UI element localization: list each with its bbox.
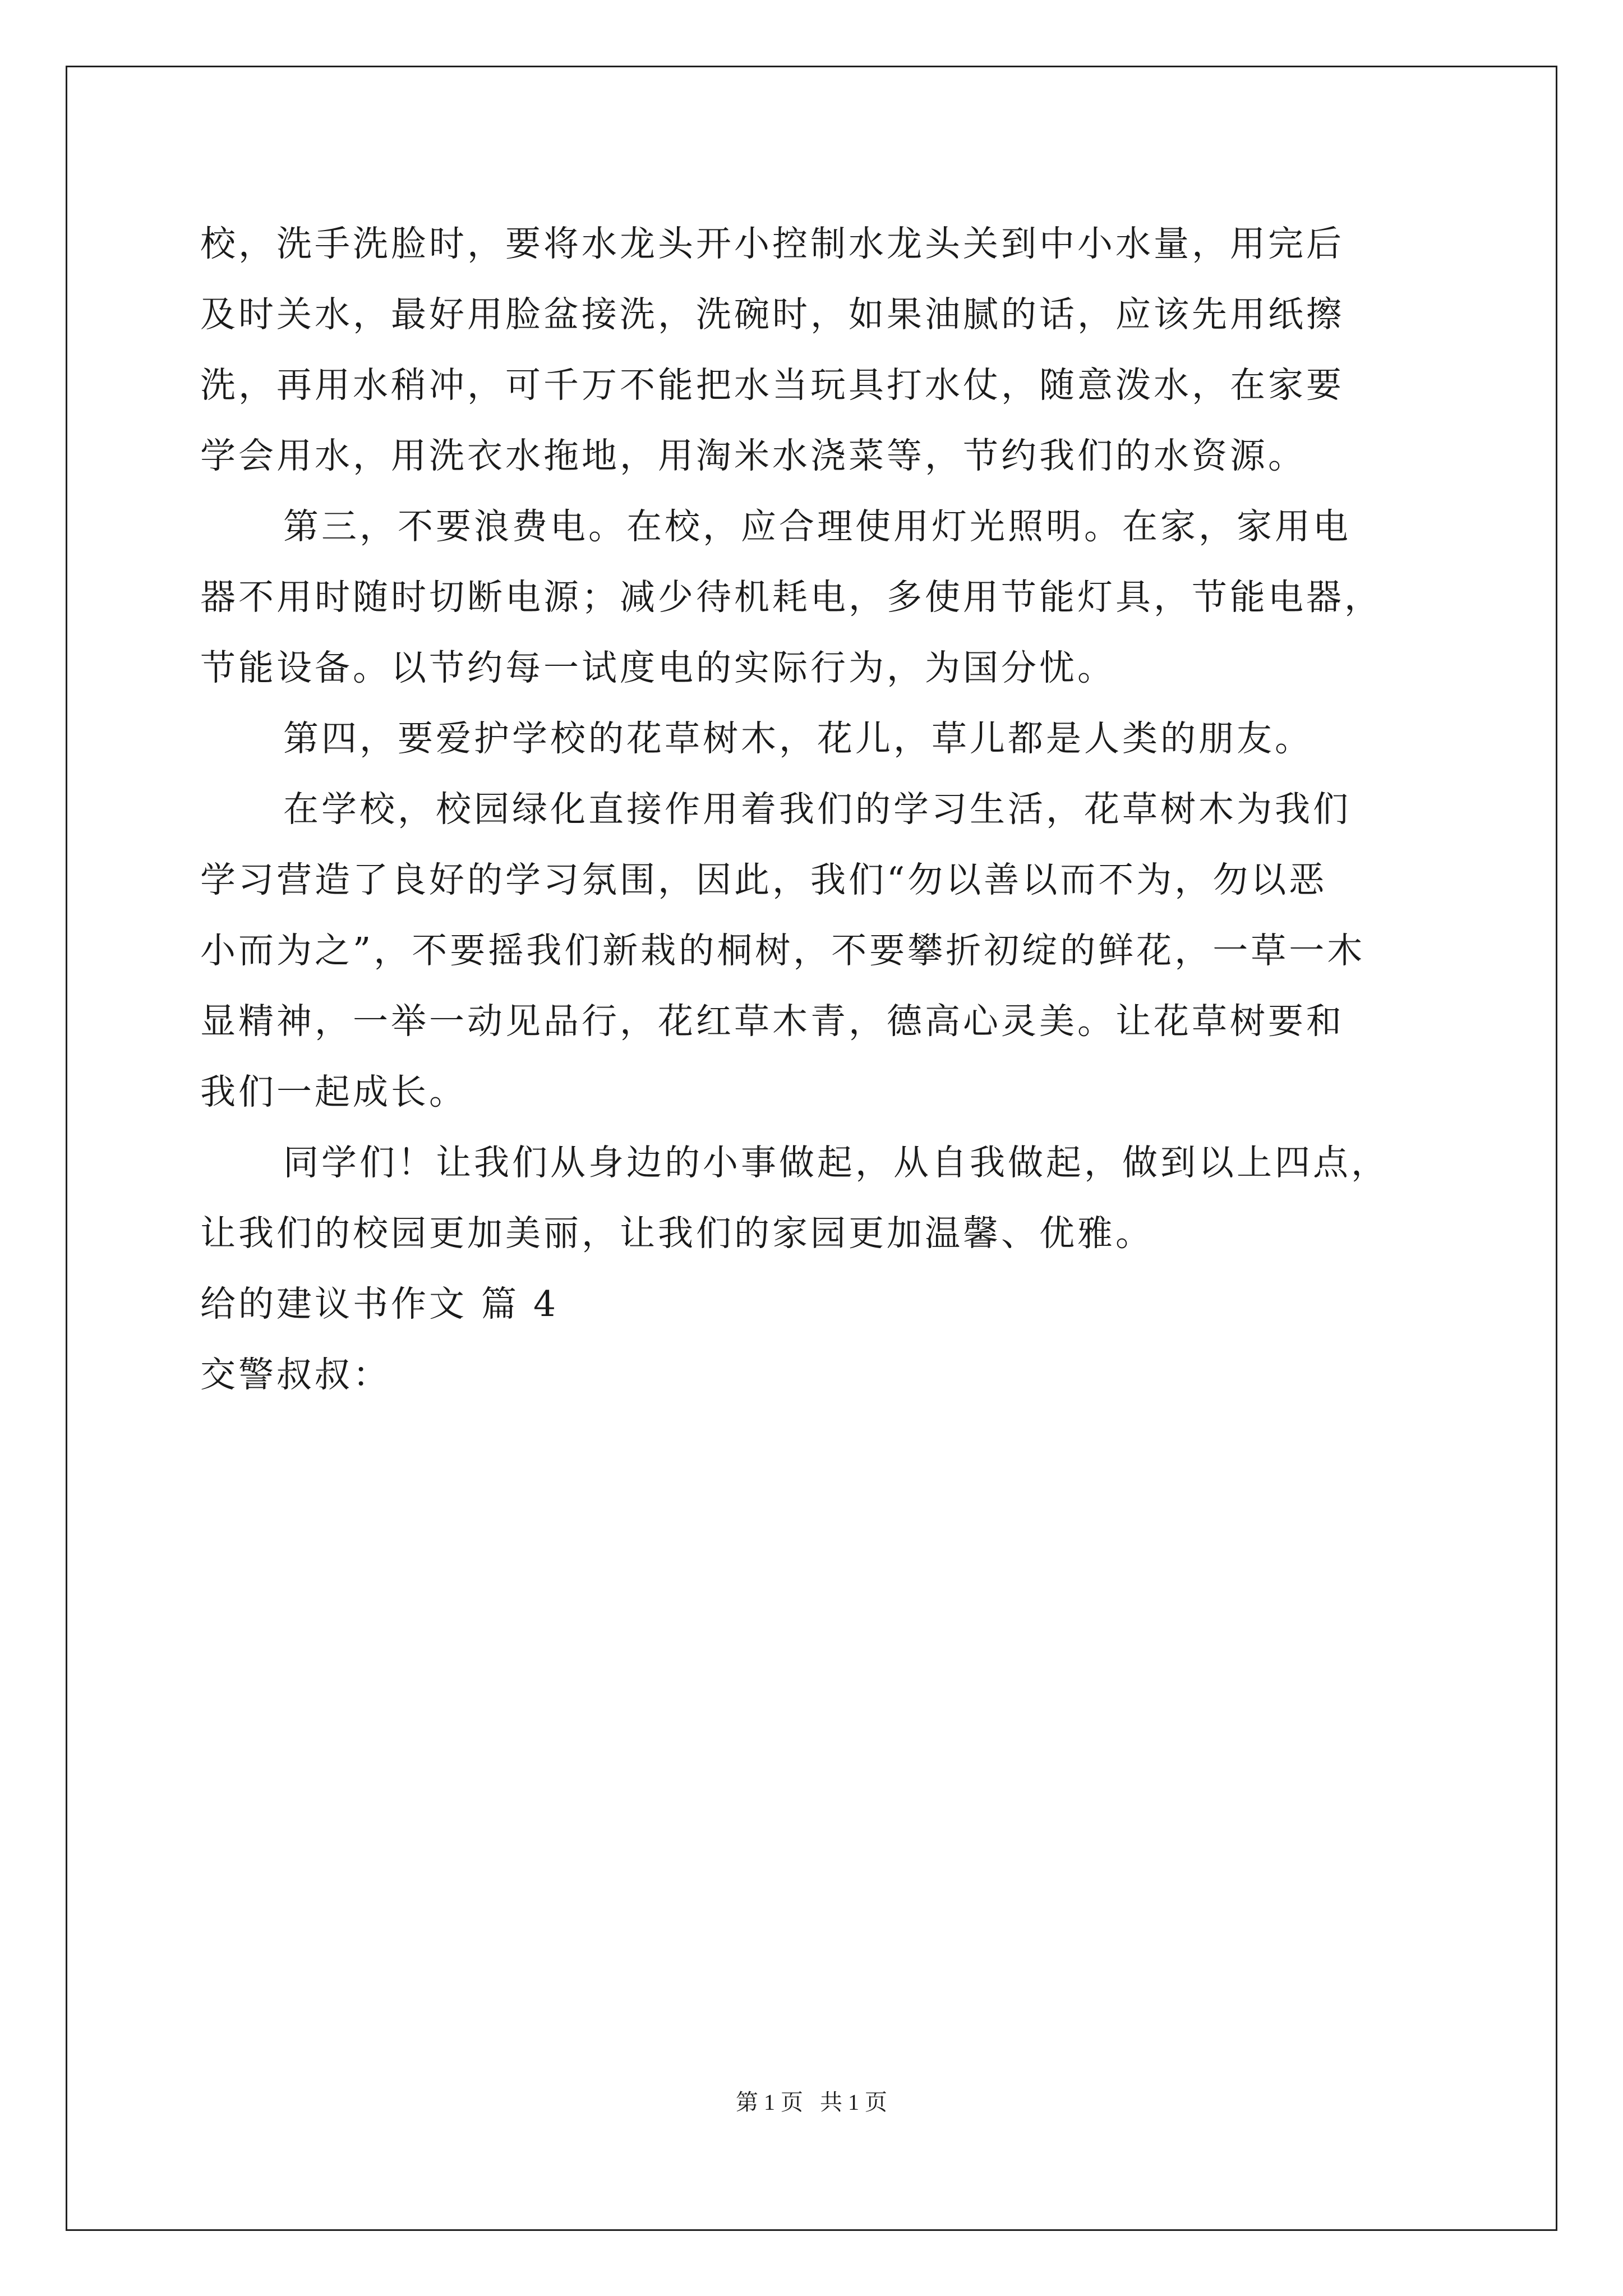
text-line: 校，洗手洗脸时，要将水龙头开小控制水龙头关到中小水量，用完后: [200, 223, 1344, 264]
paragraph-start: 同学们！让我们从身边的小事做起，从自我做起，做到以上四点，: [283, 1142, 1389, 1183]
text-line: 及时关水，最好用脸盆接洗，洗碗时，如果油腻的话，应该先用纸擦: [200, 294, 1344, 335]
text-line: 节能设备。以节约每一试度电的实际行为，为国分忧。: [200, 647, 1115, 688]
document-body: [200, 209, 1434, 1410]
text-line: 我们一起成长。: [200, 1071, 467, 1112]
text-line: 器不用时随时切断电源；减少待机耗电，多使用节能灯具，节能电器，: [200, 577, 1382, 618]
text-line: 让我们的校园更加美丽，让我们的家园更加温馨、优雅。: [200, 1213, 1154, 1254]
text-line: 显精神，一举一动见品行，花红草木青，德高心灵美。让花草树要和: [200, 1001, 1344, 1042]
page-number: 第 1 页 共 1 页: [736, 2090, 887, 2115]
text-line: 小而为之”，不要摇我们新栽的桐树，不要攀折初绽的鲜花，一草一木: [200, 930, 1366, 971]
paragraph-start: 第四，要爱护学校的花草树木，花儿，草儿都是人类的朋友。: [283, 718, 1313, 759]
text-line: 洗，再用水稍冲，可千万不能把水当玩具打水仗，随意泼水，在家要: [200, 365, 1344, 406]
section-heading: 给的建议书作文 篇 4: [200, 1283, 559, 1324]
salutation: 交警叔叔：: [200, 1354, 391, 1395]
text-line: 学习营造了良好的学习氛围，因此，我们“勿以善以而不为，勿以恶: [200, 859, 1327, 900]
paragraph-start: 第三，不要浪费电。在校，应合理使用灯光照明。在家，家用电: [283, 506, 1351, 547]
paragraph-start: 在学校，校园绿化直接作用着我们的学习生活，花草树木为我们: [283, 789, 1351, 830]
text-line: 学会用水，用洗衣水拖地，用淘米水浇菜等，节约我们的水资源。: [200, 435, 1306, 476]
